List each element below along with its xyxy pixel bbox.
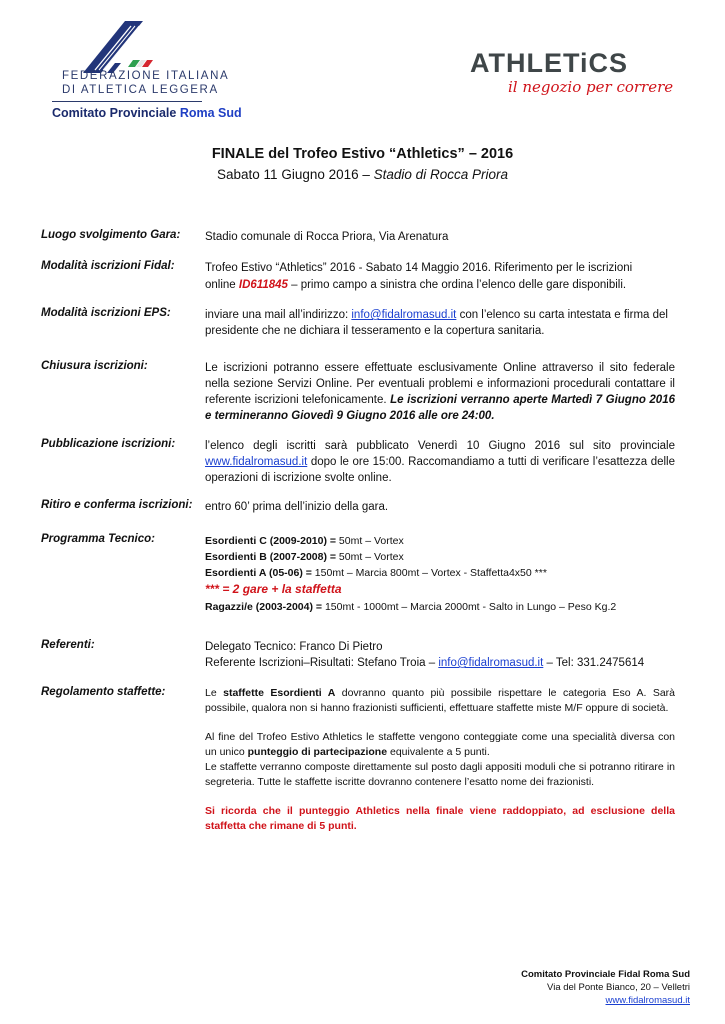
committee-name: [52, 106, 242, 120]
label-fidal: Modalità iscrizioni Fidal:: [41, 260, 175, 272]
esordienti-b-label: Esordienti B (2007-2008) =: [205, 551, 337, 563]
label-regolamento: Regolamento staffette:: [41, 686, 166, 698]
pubblicazione-pre: l’elenco degli iscritti sarà pubblicato Venerdì 10 Giugno 2016 sul sito provinciale: [205, 440, 675, 452]
label-referenti: Referenti:: [41, 639, 95, 651]
label-chiusura: Chiusura iscrizioni:: [41, 360, 148, 372]
footer: [521, 968, 690, 1007]
regolamento-p4: Si ricorda che il punteggio Athletics nella finale viene raddoppiato, ad esclusione della staffetta che rimane di 5 punti.: [205, 805, 675, 832]
pubblicazione-site-link[interactable]: www.fidalromasud.it: [205, 456, 308, 468]
committee-suffix: Roma Sud: [179, 106, 242, 120]
esordienti-c-events: 50mt – Vortex: [336, 535, 404, 547]
esordienti-b-events: 50mt – Vortex: [336, 551, 404, 563]
ragazzi-label: Ragazzi/e (2003-2004) =: [205, 601, 323, 613]
reg-p1-pre: Le: [205, 687, 224, 699]
text-referenti: [205, 639, 675, 671]
label-ritiro: Ritiro e conferma iscrizioni:: [41, 499, 193, 511]
referenti-delegato: Delegato Tecnico: Franco Di Pietro: [205, 641, 383, 653]
text-luogo: Stadio comunale di Rocca Priora, Via Arenatura: [205, 231, 449, 243]
fidal-line2-post: – primo campo a sinistra che ordina l’elenco delle gare disponibili.: [287, 279, 627, 291]
reg-p2-post: equivalente a 5 punti.: [387, 746, 490, 758]
athletics-brand-logo: [468, 48, 690, 98]
programma-note: *** = 2 gare + la staffetta: [205, 582, 342, 596]
footer-committee: Comitato Provinciale Fidal Roma Sud: [521, 969, 690, 980]
text-programma: [205, 533, 675, 615]
text-chiusura: [205, 360, 675, 424]
fidal-line1: Trofeo Estivo “Athletics” 2016 - Sabato 14 Maggio 2016. Riferimento per le iscrizioni: [205, 262, 633, 274]
chiusura-dates: Le iscrizioni verranno aperte Martedì 7 Giugno 2016 e termineranno Giovedì 9 Giugno 2016 alle ore 24:00.: [205, 394, 675, 422]
referenti-line2-post: – Tel: 331.2475614: [543, 657, 645, 669]
programma-ragazzi: [205, 599, 675, 615]
reg-p1-post: dovranno quanto più possibile rispettare le categoria Eso A. Sarà possibile, qualora non si hanno frazionisti sufficienti, effettuare staffette miste M/F oppure di società.: [205, 687, 675, 714]
label-programma: Programma Tecnico:: [41, 533, 155, 545]
eps-post: con l’elenco su carta intestata e firma del presidente che ne dichiara il tesseramento e la copertura sanitaria.: [205, 309, 668, 337]
referenti-iscrizioni: [205, 655, 675, 671]
esordienti-c-label: Esordienti C (2009-2010) =: [205, 535, 337, 547]
label-luogo: Luogo svolgimento Gara:: [41, 229, 181, 241]
reg-p2-pre: Al fine del Trofeo Estivo Athletics le staffette vengono conteggiate come una specialità diversa con un unico: [205, 731, 675, 758]
footer-address: Via del Ponte Bianco, 20 – Velletri: [547, 982, 690, 993]
pubblicazione-post: dopo le ore 15:00. Raccomandiamo a tutti di verificare l’esattezza delle operazioni di iscrizione svolte online.: [205, 456, 675, 484]
page-title: FINALE del Trofeo Estivo “Athletics” – 2016: [211, 146, 514, 162]
esordienti-a-label: Esordienti A (05-06) =: [205, 567, 312, 579]
fidal-name-line1: FEDERAZIONE ITALIANA: [62, 70, 230, 82]
eps-pre: inviare una mail all’indirizzo:: [205, 309, 352, 321]
fidal-line2-pre: online: [205, 279, 239, 291]
text-ritiro: entro 60’ prima dell’inizio della gara.: [205, 501, 389, 513]
text-eps: [205, 307, 675, 339]
referenti-line2-pre: Referente Iscrizioni–Risultati: Stefano Troia –: [205, 657, 439, 669]
reg-p2-bold: punteggio di partecipazione: [247, 746, 388, 758]
programma-esordienti-b: [205, 549, 675, 565]
programma-esordienti-a: [205, 565, 675, 581]
subtitle-place: Stadio di Rocca Priora: [373, 167, 508, 182]
reg-p1-bold: staffette Esordienti A: [223, 687, 336, 699]
fidal-name-line2: DI ATLETICA LEGGERA: [62, 84, 219, 96]
programma-esordienti-c: [205, 533, 675, 549]
label-pubblicazione: Pubblicazione iscrizioni:: [41, 438, 176, 450]
committee-prefix: Comitato Provinciale: [52, 106, 177, 120]
ragazzi-events: 150mt - 1000mt – Marcia 2000mt - Salto in Lungo – Peso Kg.2: [322, 601, 617, 613]
subtitle-date: Sabato 11 Giugno 2016 –: [217, 167, 374, 182]
chiusura-text: Le iscrizioni potranno essere effettuate esclusivamente Online attraverso il sito federale nella sezione Servizi Online. Per eventuali problemi e informazioni procedurali contattare il referente iscrizioni telefonicamente.: [205, 362, 675, 406]
regolamento-p2: [205, 730, 675, 760]
referenti-email-link[interactable]: info@fidalromasud.it: [438, 657, 544, 669]
regolamento-p1: [205, 686, 675, 716]
page-subtitle: [0, 167, 725, 182]
text-fidal: [205, 260, 675, 294]
esordienti-a-events: 150mt – Marcia 800mt – Vortex - Staffetta4x50 ***: [311, 567, 547, 579]
fidal-id: ID611845: [238, 279, 288, 291]
brand-tagline: il negozio per correre: [508, 78, 674, 96]
label-eps: Modalità iscrizioni EPS:: [41, 307, 171, 319]
header-divider: [52, 101, 202, 102]
brand-name: ATHLETiCS: [470, 48, 629, 78]
text-pubblicazione: [205, 438, 675, 486]
regolamento-p3: Le staffette verranno composte direttamente sul posto dagli appositi moduli che si potranno ritirare in segreteria. Tutte le staffette iscritte dovranno contenere l’esatto nome dei frazionisti.: [205, 761, 675, 788]
eps-email-link[interactable]: info@fidalromasud.it: [351, 309, 457, 321]
footer-site-link[interactable]: www.fidalromasud.it: [605, 995, 690, 1006]
text-regolamento: [205, 686, 675, 834]
